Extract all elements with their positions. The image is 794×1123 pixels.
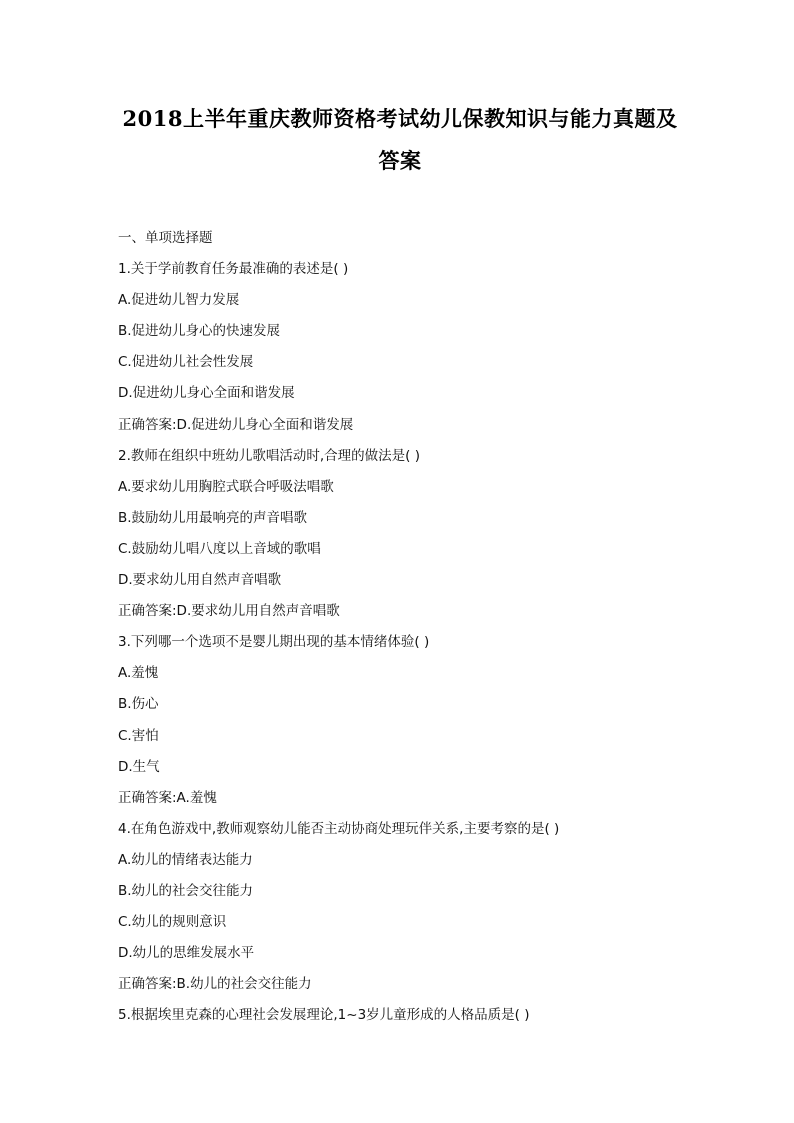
- question-stem: 4.在角色游戏中,教师观察幼儿能否主动协商处理玩伴关系,主要考察的是( ): [118, 820, 560, 837]
- option-c: C.害怕: [118, 727, 159, 744]
- option-a: A.要求幼儿用胸腔式联合呼吸法唱歌: [118, 478, 334, 495]
- option-d: D.幼儿的思维发展水平: [118, 945, 255, 962]
- option-b: B.幼儿的社会交往能力: [118, 882, 254, 899]
- option-d: D.促进幼儿身心全面和谐发展: [118, 385, 295, 402]
- question-stem: 3.下列哪一个选项不是婴儿期出现的基本情绪体验( ): [118, 634, 430, 651]
- option-b: B.促进幼儿身心的快速发展: [118, 323, 281, 340]
- title-line-1: 2018上半年重庆教师资格考试幼儿保教知识与能力真题及: [122, 106, 678, 131]
- question-stem: 1.关于学前教育任务最准确的表述是( ): [118, 261, 349, 278]
- question-stem: 2.教师在组织中班幼儿歌唱活动时,合理的做法是( ): [118, 447, 420, 464]
- correct-answer: 正确答案:D.要求幼儿用自然声音唱歌: [118, 603, 340, 620]
- option-c: C.幼儿的规则意识: [118, 914, 227, 931]
- option-b: B.伤心: [118, 696, 159, 713]
- option-c: C.促进幼儿社会性发展: [118, 354, 254, 371]
- correct-answer: 正确答案:A.羞愧: [118, 789, 217, 806]
- option-a: A.羞愧: [118, 665, 159, 682]
- question-stem: 5.根据埃里克森的心理社会发展理论,1~3岁儿童形成的人格品质是( ): [118, 1007, 530, 1024]
- option-b: B.鼓励幼儿用最响亮的声音唱歌: [118, 509, 308, 526]
- document-body: [118, 227, 688, 1035]
- option-c: C.鼓励幼儿唱八度以上音域的歌唱: [118, 540, 321, 557]
- page-title: [120, 98, 680, 182]
- option-d: D.要求幼儿用自然声音唱歌: [118, 572, 282, 589]
- option-a: A.促进幼儿智力发展: [118, 292, 240, 309]
- option-a: A.幼儿的情绪表达能力: [118, 851, 253, 868]
- correct-answer: 正确答案:B.幼儿的社会交往能力: [118, 976, 312, 993]
- correct-answer: 正确答案:D.促进幼儿身心全面和谐发展: [118, 416, 354, 433]
- option-d: D.生气: [118, 758, 160, 775]
- section-heading: 一、单项选择题: [118, 230, 213, 246]
- title-line-2: 答案: [378, 148, 422, 173]
